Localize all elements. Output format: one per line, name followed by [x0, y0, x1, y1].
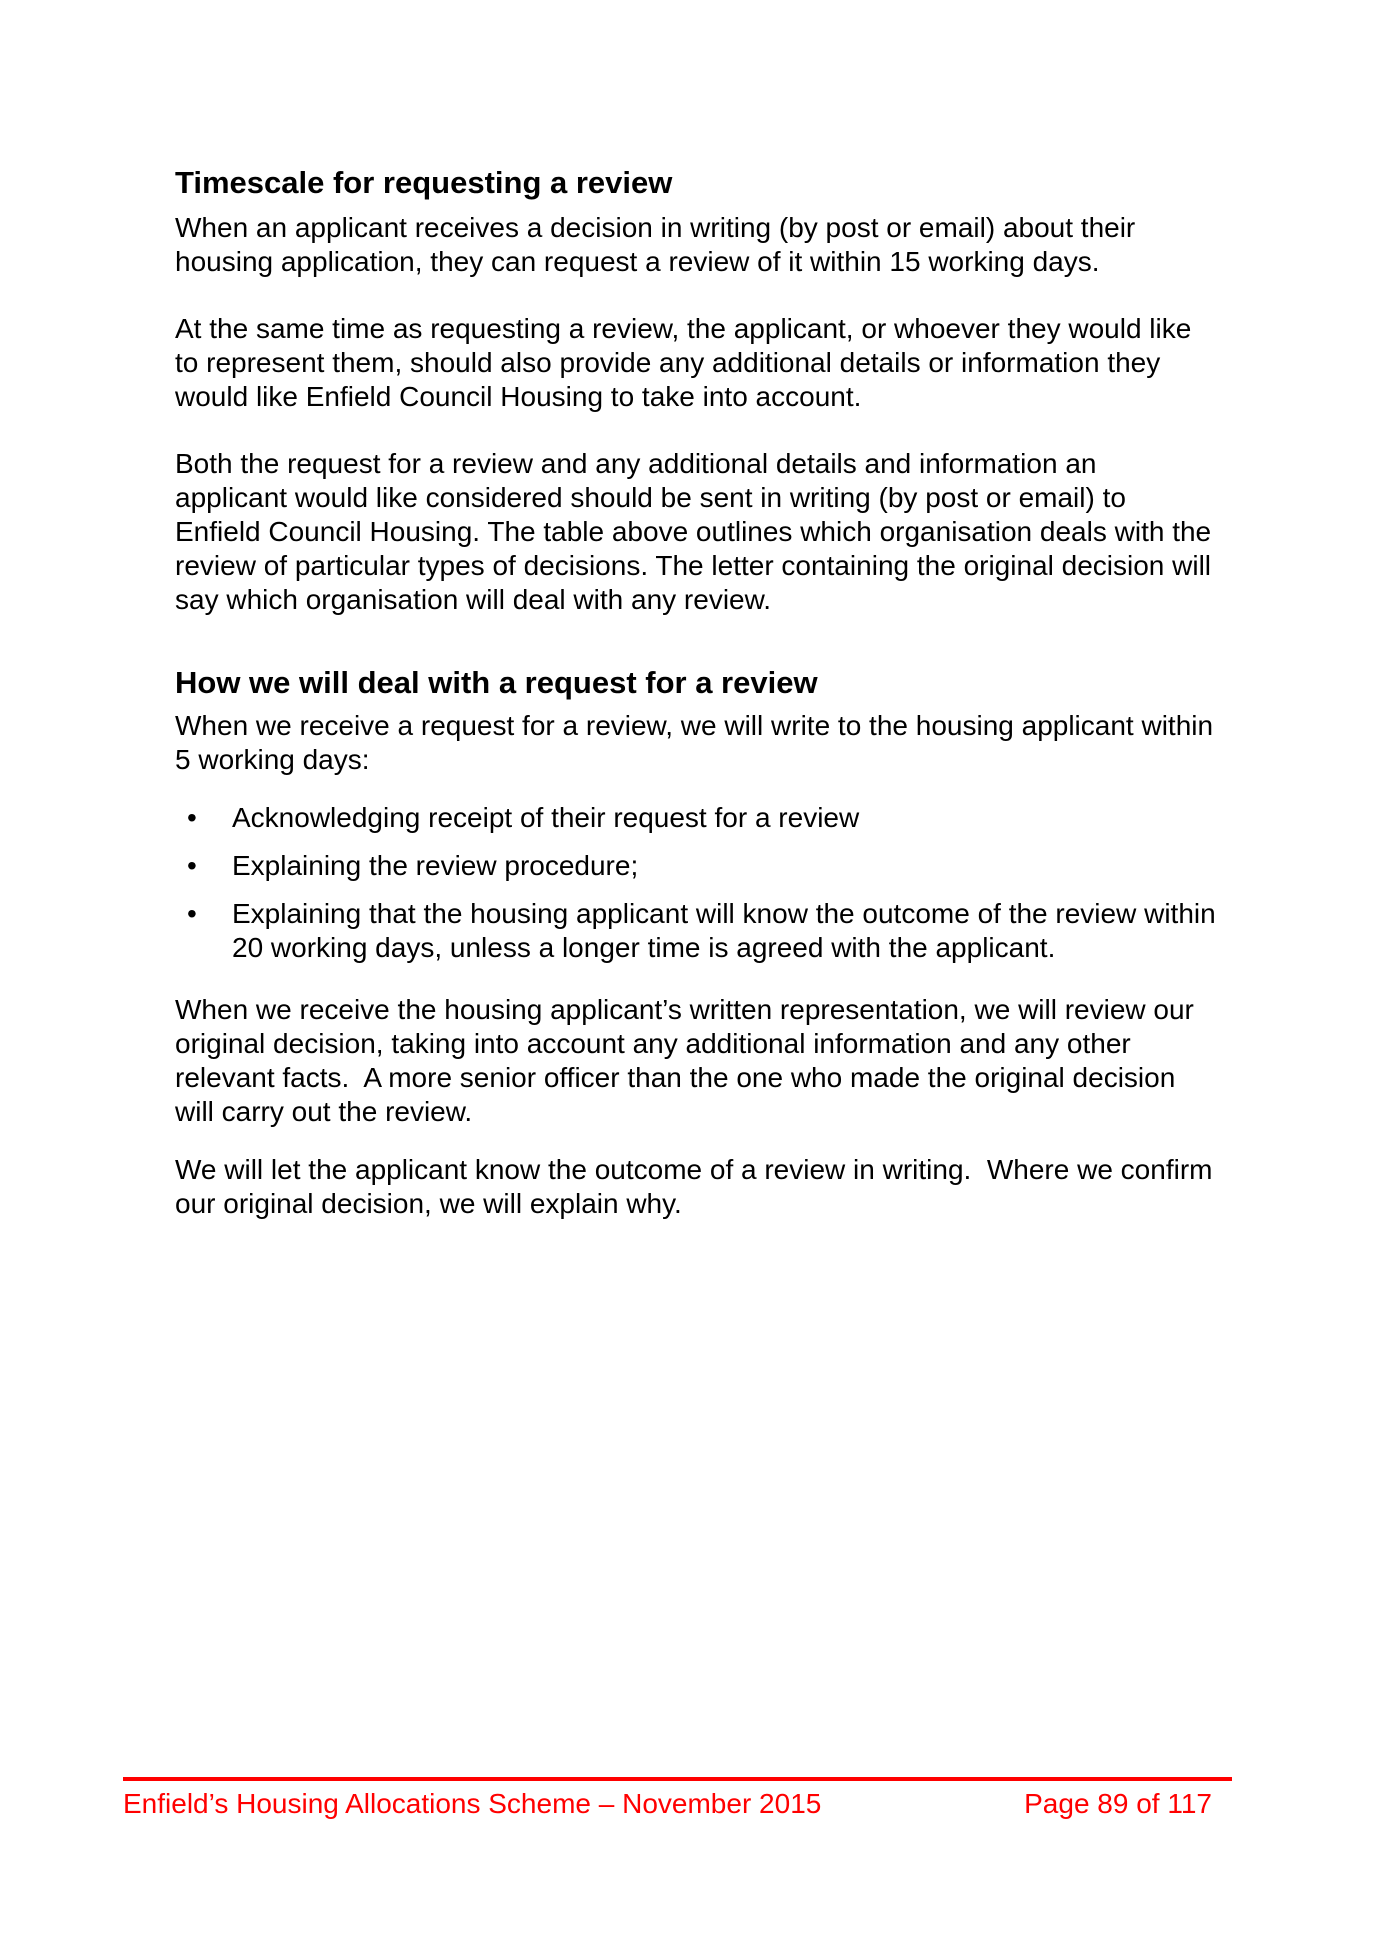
bullet-icon: • — [187, 802, 197, 833]
bullet-item — [175, 897, 1325, 965]
paragraph-line: relevant facts. A more senior officer than the one who made the original decision — [175, 1062, 1176, 1093]
paragraph-line: applicant would like considered should be sent in writing (by post or email) to — [175, 482, 1126, 513]
section-heading-how-we-deal: How we will deal with a request for a review — [175, 665, 818, 700]
bullet-icon: • — [187, 898, 197, 929]
page-footer — [123, 1777, 1232, 1821]
paragraph-line: review of particular types of decisions. The letter containing the original decision will — [175, 550, 1212, 581]
paragraph-line: original decision, taking into account any additional information and any other — [175, 1028, 1131, 1059]
footer-document-title: Enfield’s Housing Allocations Scheme – November 2015 — [123, 1788, 822, 1819]
paragraph — [175, 312, 1325, 414]
bullet-text — [232, 801, 1325, 835]
bullet-text — [232, 849, 1325, 883]
paragraph — [175, 447, 1325, 617]
bullet-item — [175, 801, 1325, 835]
bullet-item — [175, 849, 1325, 883]
paragraph-line: At the same time as requesting a review, the applicant, or whoever they would like — [175, 313, 1192, 344]
bullet-line: Explaining the review procedure; — [232, 850, 639, 881]
bullet-text — [232, 897, 1325, 965]
paragraph-line: say which organisation will deal with any review. — [175, 584, 772, 615]
paragraph — [175, 1153, 1325, 1221]
footer-page-number: Page 89 of 117 — [1024, 1788, 1212, 1819]
paragraph-line: will carry out the review. — [175, 1096, 473, 1127]
paragraph-line: When an applicant receives a decision in writing (by post or email) about their — [175, 212, 1136, 243]
paragraph-line: would like Enfield Council Housing to take into account. — [175, 381, 862, 412]
paragraph-line: our original decision, we will explain why. — [175, 1188, 682, 1219]
section-heading-timescale: Timescale for requesting a review — [175, 165, 673, 200]
paragraph — [175, 993, 1325, 1129]
bullet-line: 20 working days, unless a longer time is agreed with the applicant. — [232, 932, 1056, 963]
bullet-list — [175, 801, 1325, 965]
paragraph-line: housing application, they can request a review of it within 15 working days. — [175, 246, 1100, 277]
bullet-line: Explaining that the housing applicant will know the outcome of the review within — [232, 898, 1216, 929]
footer-row — [123, 1781, 1232, 1821]
paragraph-line: We will let the applicant know the outcome of a review in writing. Where we confirm — [175, 1154, 1213, 1185]
paragraph — [175, 211, 1325, 279]
page-content — [175, 165, 1325, 1221]
paragraph — [175, 709, 1325, 777]
paragraph-line: 5 working days: — [175, 744, 370, 775]
paragraph-line: to represent them, should also provide any additional details or information they — [175, 347, 1161, 378]
paragraph-line: When we receive the housing applicant’s written representation, we will review our — [175, 994, 1194, 1025]
bullet-line: Acknowledging receipt of their request for a review — [232, 802, 860, 833]
paragraph-line: Both the request for a review and any additional details and information an — [175, 448, 1097, 479]
paragraph-line: Enfield Council Housing. The table above outlines which organisation deals with the — [175, 516, 1212, 547]
paragraph-line: When we receive a request for a review, we will write to the housing applicant within — [175, 710, 1214, 741]
bullet-icon: • — [187, 850, 197, 881]
